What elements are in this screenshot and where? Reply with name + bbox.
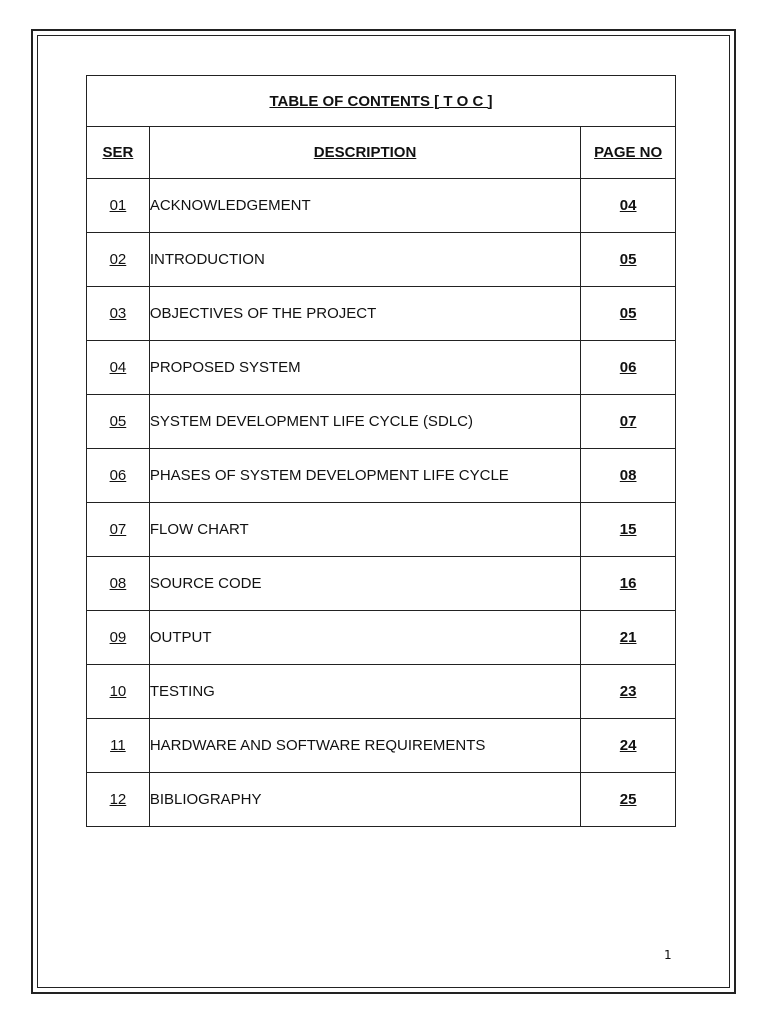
- row-ser-cell: [87, 773, 150, 827]
- row-page-cell: [581, 557, 676, 611]
- row-ser-cell: [87, 233, 150, 287]
- row-description: PROPOSED SYSTEM: [149, 341, 580, 395]
- row-ser: 09: [109, 629, 127, 646]
- row-ser: 12: [109, 791, 127, 808]
- toc-header-row: [87, 127, 676, 179]
- row-page-cell: [581, 341, 676, 395]
- row-page-number: 05: [619, 251, 637, 268]
- header-description: DESCRIPTION: [149, 127, 580, 179]
- table-row: [87, 611, 676, 665]
- row-page-number: 16: [619, 575, 637, 592]
- row-description: OBJECTIVES OF THE PROJECT: [149, 287, 580, 341]
- row-page-number: 25: [619, 791, 637, 808]
- row-page-number: 05: [619, 305, 637, 322]
- table-row: [87, 395, 676, 449]
- row-page-cell: [581, 287, 676, 341]
- row-ser: 01: [109, 197, 127, 214]
- row-page-number: 07: [619, 413, 637, 430]
- row-ser: 03: [109, 305, 127, 322]
- row-ser: 10: [109, 683, 127, 700]
- row-page-cell: [581, 449, 676, 503]
- row-ser: 06: [109, 467, 127, 484]
- row-description: TESTING: [149, 665, 580, 719]
- row-description: SOURCE CODE: [149, 557, 580, 611]
- toc-title-row: [87, 76, 676, 127]
- table-row: [87, 449, 676, 503]
- header-ser: SER: [87, 127, 150, 179]
- row-page-number: 24: [619, 737, 637, 754]
- row-page-number: 21: [619, 629, 637, 646]
- row-ser-cell: [87, 503, 150, 557]
- row-page-cell: [581, 233, 676, 287]
- row-page-cell: [581, 179, 676, 233]
- page-number: 1: [664, 948, 672, 962]
- row-ser-cell: [87, 179, 150, 233]
- row-page-cell: [581, 395, 676, 449]
- table-row: [87, 341, 676, 395]
- row-description: BIBLIOGRAPHY: [149, 773, 580, 827]
- row-page-cell: [581, 719, 676, 773]
- row-ser-cell: [87, 449, 150, 503]
- toc-title: TABLE OF CONTENTS [ T O C ]: [87, 76, 676, 127]
- row-page-number: 08: [619, 467, 637, 484]
- row-description: OUTPUT: [149, 611, 580, 665]
- row-ser-cell: [87, 395, 150, 449]
- table-row: [87, 179, 676, 233]
- table-row: [87, 503, 676, 557]
- row-page-cell: [581, 773, 676, 827]
- table-of-contents: [86, 75, 676, 827]
- row-description: HARDWARE AND SOFTWARE REQUIREMENTS: [149, 719, 580, 773]
- row-page-number: 23: [619, 683, 637, 700]
- row-description: PHASES OF SYSTEM DEVELOPMENT LIFE CYCLE: [149, 449, 580, 503]
- table-row: [87, 773, 676, 827]
- row-ser-cell: [87, 719, 150, 773]
- row-ser-cell: [87, 611, 150, 665]
- row-page-number: 04: [619, 197, 637, 214]
- header-page-no: PAGE NO: [581, 127, 676, 179]
- row-description: ACKNOWLEDGEMENT: [149, 179, 580, 233]
- row-ser: 05: [109, 413, 127, 430]
- row-ser-cell: [87, 287, 150, 341]
- table-row: [87, 287, 676, 341]
- row-description: FLOW CHART: [149, 503, 580, 557]
- row-description: INTRODUCTION: [149, 233, 580, 287]
- row-page-cell: [581, 665, 676, 719]
- row-ser-cell: [87, 341, 150, 395]
- row-ser: 08: [109, 575, 127, 592]
- table-row: [87, 719, 676, 773]
- row-ser: 02: [109, 251, 127, 268]
- row-page-cell: [581, 611, 676, 665]
- row-ser: 11: [110, 737, 126, 754]
- row-ser-cell: [87, 665, 150, 719]
- row-description: SYSTEM DEVELOPMENT LIFE CYCLE (SDLC): [149, 395, 580, 449]
- table-row: [87, 233, 676, 287]
- row-page-number: 15: [619, 521, 637, 538]
- row-page-cell: [581, 503, 676, 557]
- table-row: [87, 665, 676, 719]
- row-ser: 07: [109, 521, 127, 538]
- row-page-number: 06: [619, 359, 637, 376]
- row-ser-cell: [87, 557, 150, 611]
- table-row: [87, 557, 676, 611]
- row-ser: 04: [109, 359, 127, 376]
